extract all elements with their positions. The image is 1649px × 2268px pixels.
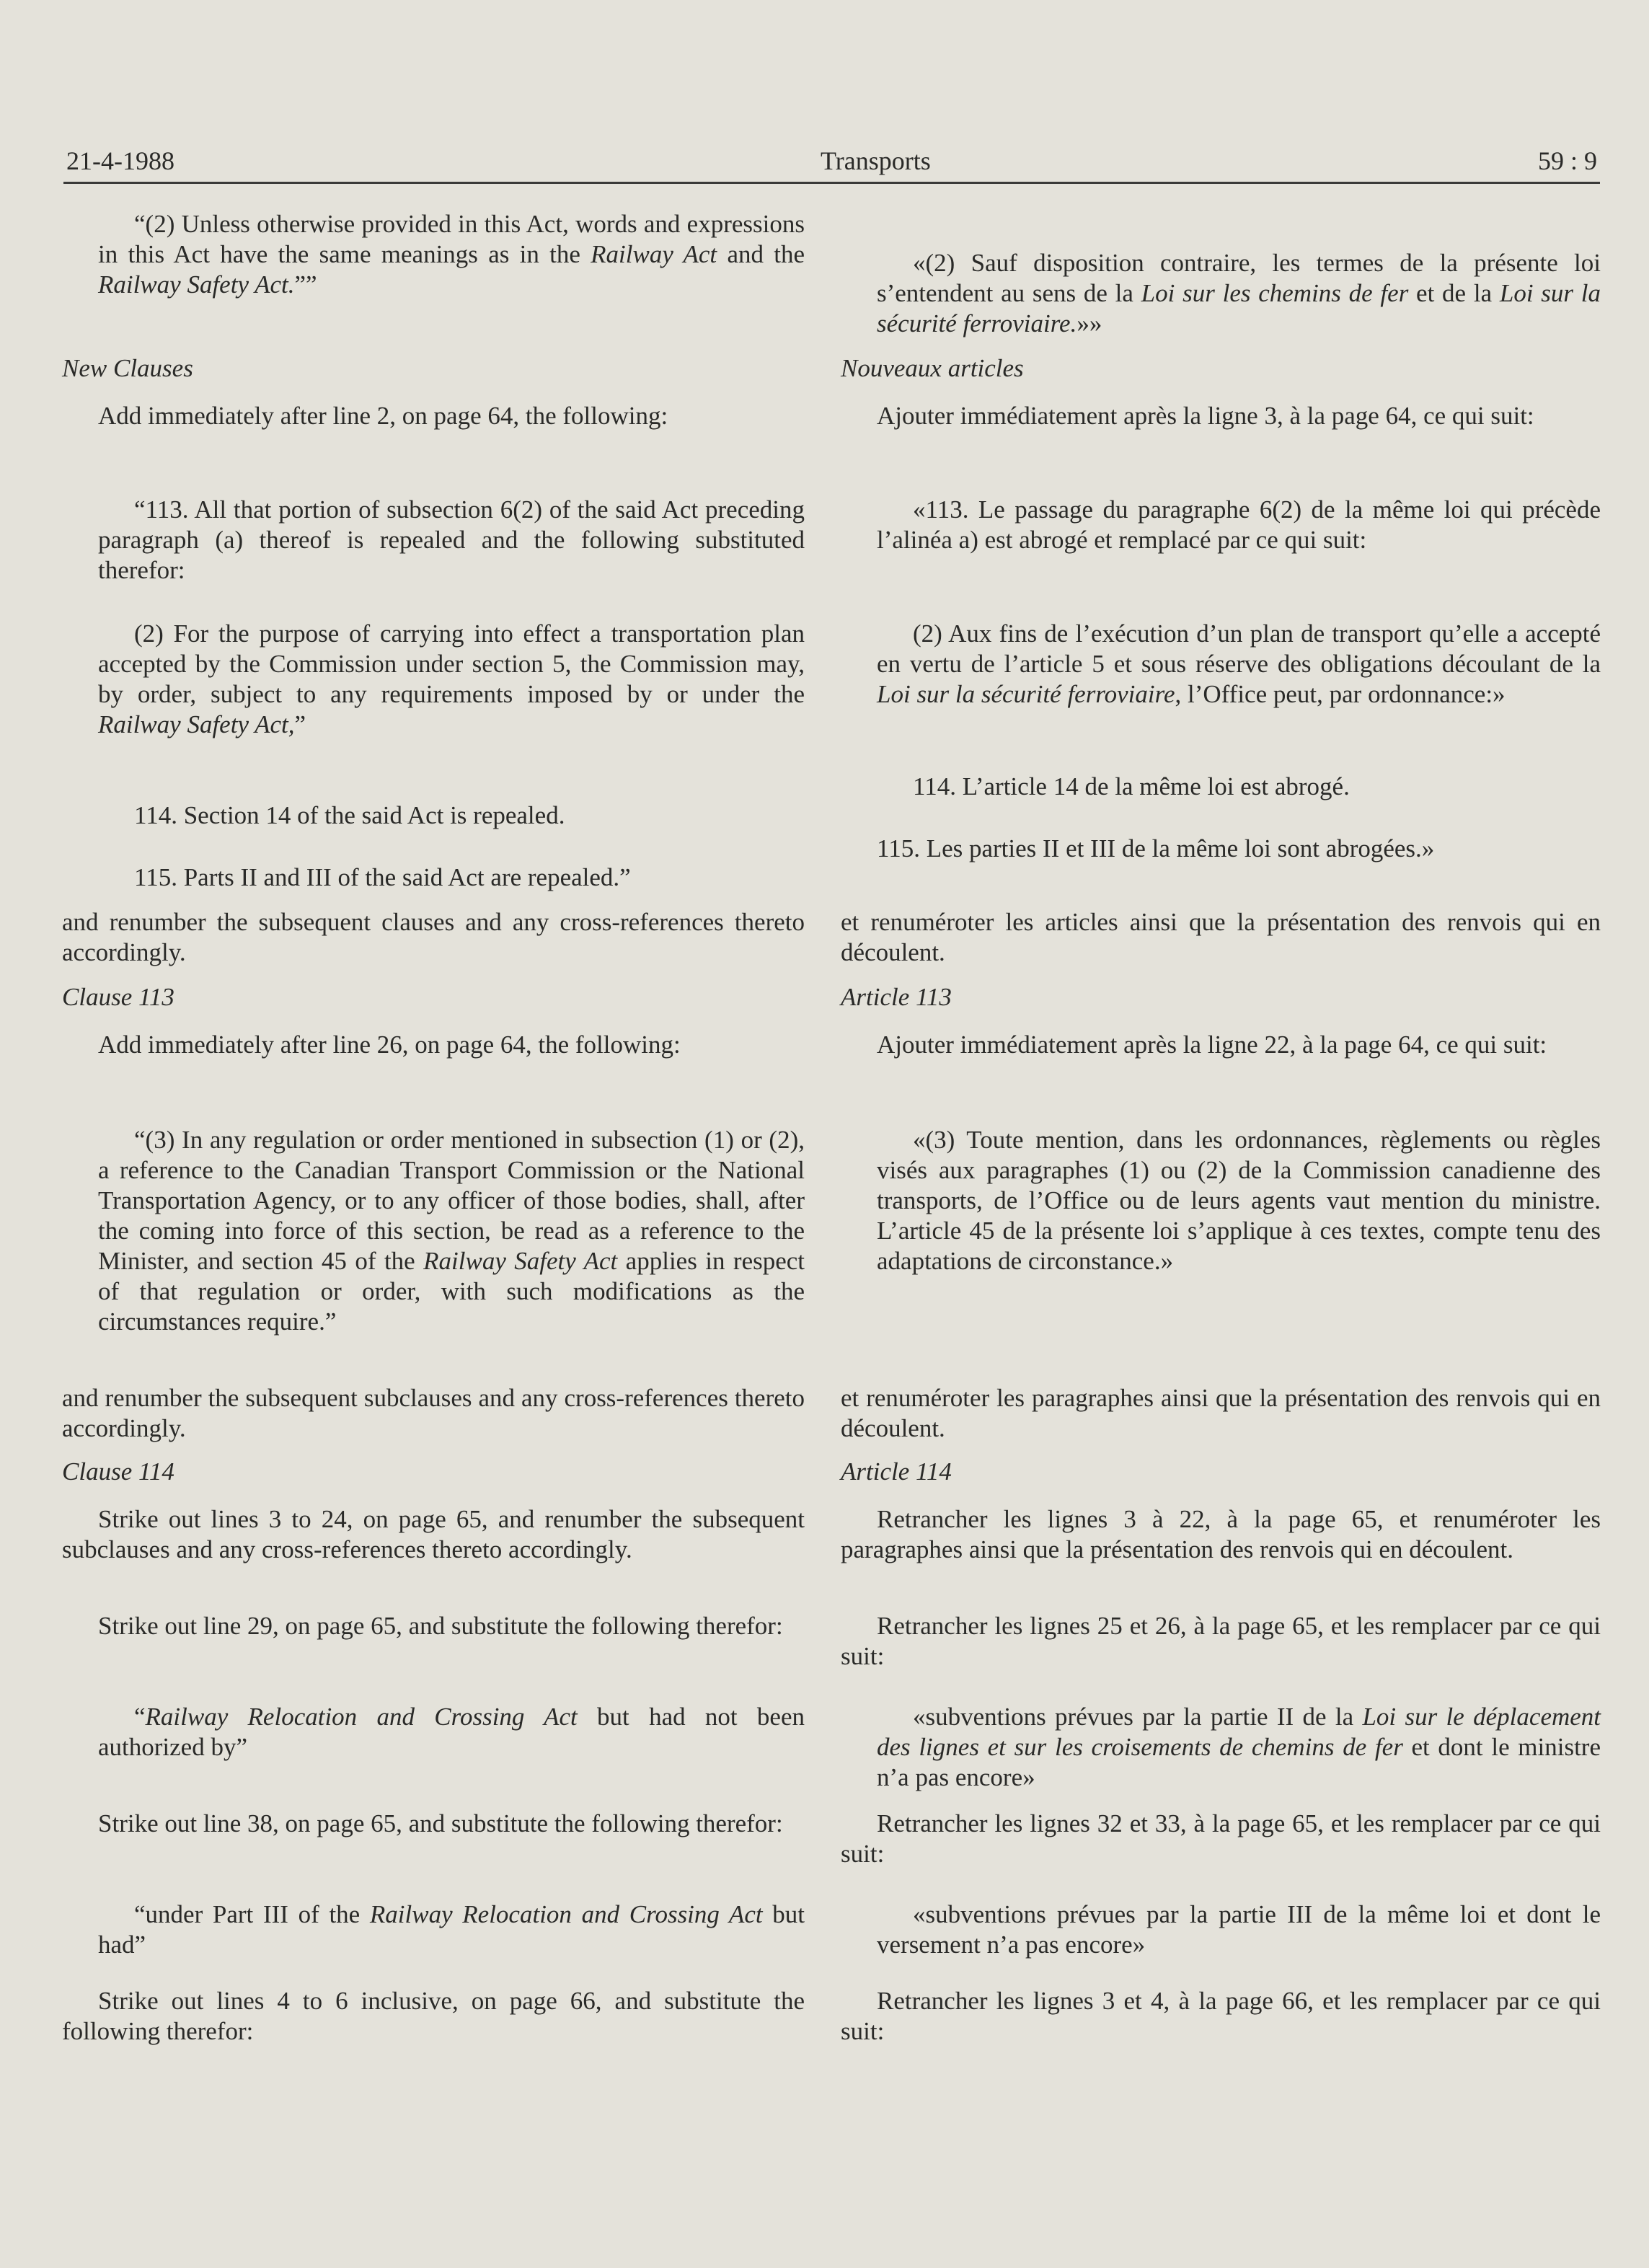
fr-paragraphe-3: «(3) Toute mention, dans les ordonnances, règlements ou règles visés aux paragraphes (1) ou (2) de la Commission canadienne des transports, de l’Office ou de leurs agents vaut mention du ministre. L’article 45 de la présente loi s’applique à ces textes, compte tenu des adaptations de circonstance.»	[877, 1126, 1601, 1275]
fr-heading-nouveaux-articles: Nouveaux articles	[841, 354, 1024, 382]
header-page-number: 59 : 9	[1537, 146, 1597, 175]
fr-article-113: «113. Le passage du paragraphe 6(2) de la même loi qui précède l’alinéa a) est abrogé et remplacé par ce qui suit:	[877, 495, 1601, 554]
fr-article-115: 115. Les parties II et III de la même loi sont abrogées.»	[877, 834, 1435, 862]
en-renumber-2: and renumber the subsequent subclauses and any cross-references thereto accordingly.	[62, 1384, 805, 1442]
fr-heading-article-114: Article 114	[841, 1457, 952, 1486]
en-clause-114: 114. Section 14 of the said Act is repealed.	[134, 801, 565, 829]
fr-instruction-5: Retrancher les lignes 32 et 33, à la page 65, et les remplacer par ce qui suit:	[841, 1809, 1601, 1868]
en-renumber-1: and renumber the subsequent clauses and any cross-references thereto accordingly.	[62, 908, 805, 966]
fr-instruction-4: Retrancher les lignes 25 et 26, à la page 65, et les remplacer par ce qui suit:	[841, 1612, 1601, 1670]
fr-heading-article-113: Article 113	[841, 983, 952, 1011]
en-subsection-2: “(2) Unless otherwise provided in this Act, words and expressions in this Act have the same meanings as in the Railway Act and the Railway Safety Act.””	[98, 210, 805, 299]
page-header	[63, 138, 1600, 184]
en-subsection-3: “(3) In any regulation or order mentioned in subsection (1) or (2), a reference to the Canadian Transport Commission or the National Transportation Agency, or to any officer of those bodies, shall, after the coming into force of this section, be read as a reference to the Minister, and section 45 of the Railway Safety Act applies in respect of that regulation or order, with such modifications as the circumstances require.”	[98, 1126, 805, 1336]
en-subsection-2b: (2) For the purpose of carrying into effect a transportation plan accepted by the Commission under section 5, the Commission may, by order, subject to any requirements imposed by or under the Railway Safety Act,”	[98, 619, 805, 738]
en-instruction-2: Add immediately after line 26, on page 64, the following:	[98, 1031, 681, 1059]
en-heading-new-clauses: New Clauses	[62, 354, 193, 382]
en-instruction-5: Strike out line 38, on page 65, and substitute the following therefor:	[98, 1809, 783, 1837]
fr-renumber-1: et renuméroter les articles ainsi que la présentation des renvois qui en découlent.	[841, 908, 1601, 966]
en-instruction-3: Strike out lines 3 to 24, on page 65, and renumber the subsequent subclauses and any cross-references thereto accordingly.	[62, 1505, 805, 1563]
en-substitute-1: “Railway Relocation and Crossing Act but had not been authorized by”	[98, 1703, 805, 1761]
header-title: Transports	[821, 146, 931, 175]
en-instruction-1: Add immediately after line 2, on page 64, the following:	[98, 402, 668, 430]
en-clause-115: 115. Parts II and III of the said Act are repealed.”	[134, 863, 631, 891]
fr-instruction-1: Ajouter immédiatement après la ligne 3, à la page 64, ce qui suit:	[877, 402, 1534, 430]
fr-substitute-1: «subventions prévues par la partie II de la Loi sur le déplacement des lignes et sur les croisements de chemins de fer et dont le ministre n’a pas encore»	[877, 1703, 1601, 1791]
en-heading-clause-114: Clause 114	[62, 1457, 174, 1486]
en-instruction-4: Strike out line 29, on page 65, and substitute the following therefor:	[98, 1612, 783, 1640]
fr-instruction-3: Retrancher les lignes 3 à 22, à la page 65, et renuméroter les paragraphes ainsi que la présentation des renvois qui en découlent.	[841, 1505, 1601, 1563]
fr-article-114: 114. L’article 14 de la même loi est abrogé.	[913, 772, 1350, 800]
en-heading-clause-113: Clause 113	[62, 983, 174, 1011]
fr-instruction-2: Ajouter immédiatement après la ligne 22, à la page 64, ce qui suit:	[877, 1031, 1547, 1059]
en-instruction-6: Strike out lines 4 to 6 inclusive, on page 66, and substitute the following therefor:	[62, 1987, 805, 2045]
header-date: 21-4-1988	[66, 146, 174, 175]
fr-renumber-2: et renuméroter les paragraphes ainsi que la présentation des renvois qui en découlent.	[841, 1384, 1601, 1442]
en-substitute-2: “under Part III of the Railway Relocation and Crossing Act but had”	[98, 1900, 805, 1959]
fr-instruction-6: Retrancher les lignes 3 et 4, à la page 66, et les remplacer par ce qui suit:	[841, 1987, 1601, 2045]
fr-paragraphe-2: (2) Aux fins de l’exécution d’un plan de transport qu’elle a accepté en vertu de l’article 5 et sous réserve des obligations découlant de la Loi sur la sécurité ferroviaire, l’Office peut, par ordonnance:»	[877, 619, 1601, 708]
fr-substitute-2: «subventions prévues par la partie III de la même loi et dont le versement n’a pas encore»	[877, 1900, 1601, 1959]
fr-subsection-2: «(2) Sauf disposition contraire, les termes de la présente loi s’entendent au sens de la Loi sur les chemins de fer et de la Loi sur la sécurité ferroviaire.»»	[877, 249, 1601, 337]
en-clause-113: “113. All that portion of subsection 6(2) of the said Act preceding paragraph (a) thereof is repealed and the following substituted therefor:	[98, 495, 805, 584]
